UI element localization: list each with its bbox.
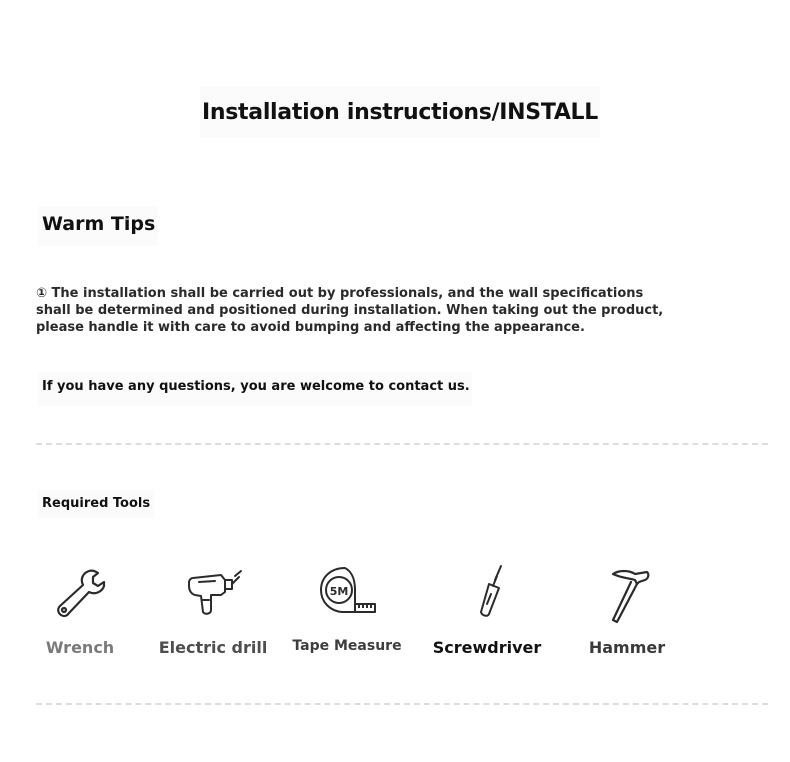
tool-electric-drill (143, 562, 283, 657)
tool-label: Electric drill (158, 638, 268, 657)
section-divider-bottom (36, 703, 768, 705)
section-divider-top (36, 443, 768, 445)
required-tools-heading: Required Tools (42, 496, 151, 511)
title-box (200, 86, 600, 138)
tape-measure-length-text: 5M (329, 585, 349, 598)
tool-hammer (557, 562, 697, 657)
electric-drill-icon (181, 562, 245, 626)
hammer-icon (595, 562, 659, 626)
warm-tips-heading: Warm Tips (42, 213, 156, 235)
installation-tip: ① The installation shall be carried out by professionals, and the wall specifications shall be determined and positioned during installation. When taking out the product, please handle it with care to avoid bumping and affecting the appearance. (36, 286, 664, 335)
tool-label: Hammer (588, 638, 666, 657)
tool-label: Wrench (45, 638, 115, 657)
contact-note: If you have any questions, you are welcome to contact us. (42, 379, 470, 394)
page-title: Installation instructions/INSTALL (202, 99, 598, 125)
wrench-icon (48, 562, 112, 626)
screwdriver-icon (455, 562, 519, 626)
tape-measure-icon (315, 562, 379, 626)
tool-wrench (10, 562, 150, 657)
tool-label: Screwdriver (432, 638, 542, 657)
tool-screwdriver (417, 562, 557, 657)
tool-label: Tape Measure (292, 638, 402, 654)
tool-tape-measure (277, 562, 417, 654)
